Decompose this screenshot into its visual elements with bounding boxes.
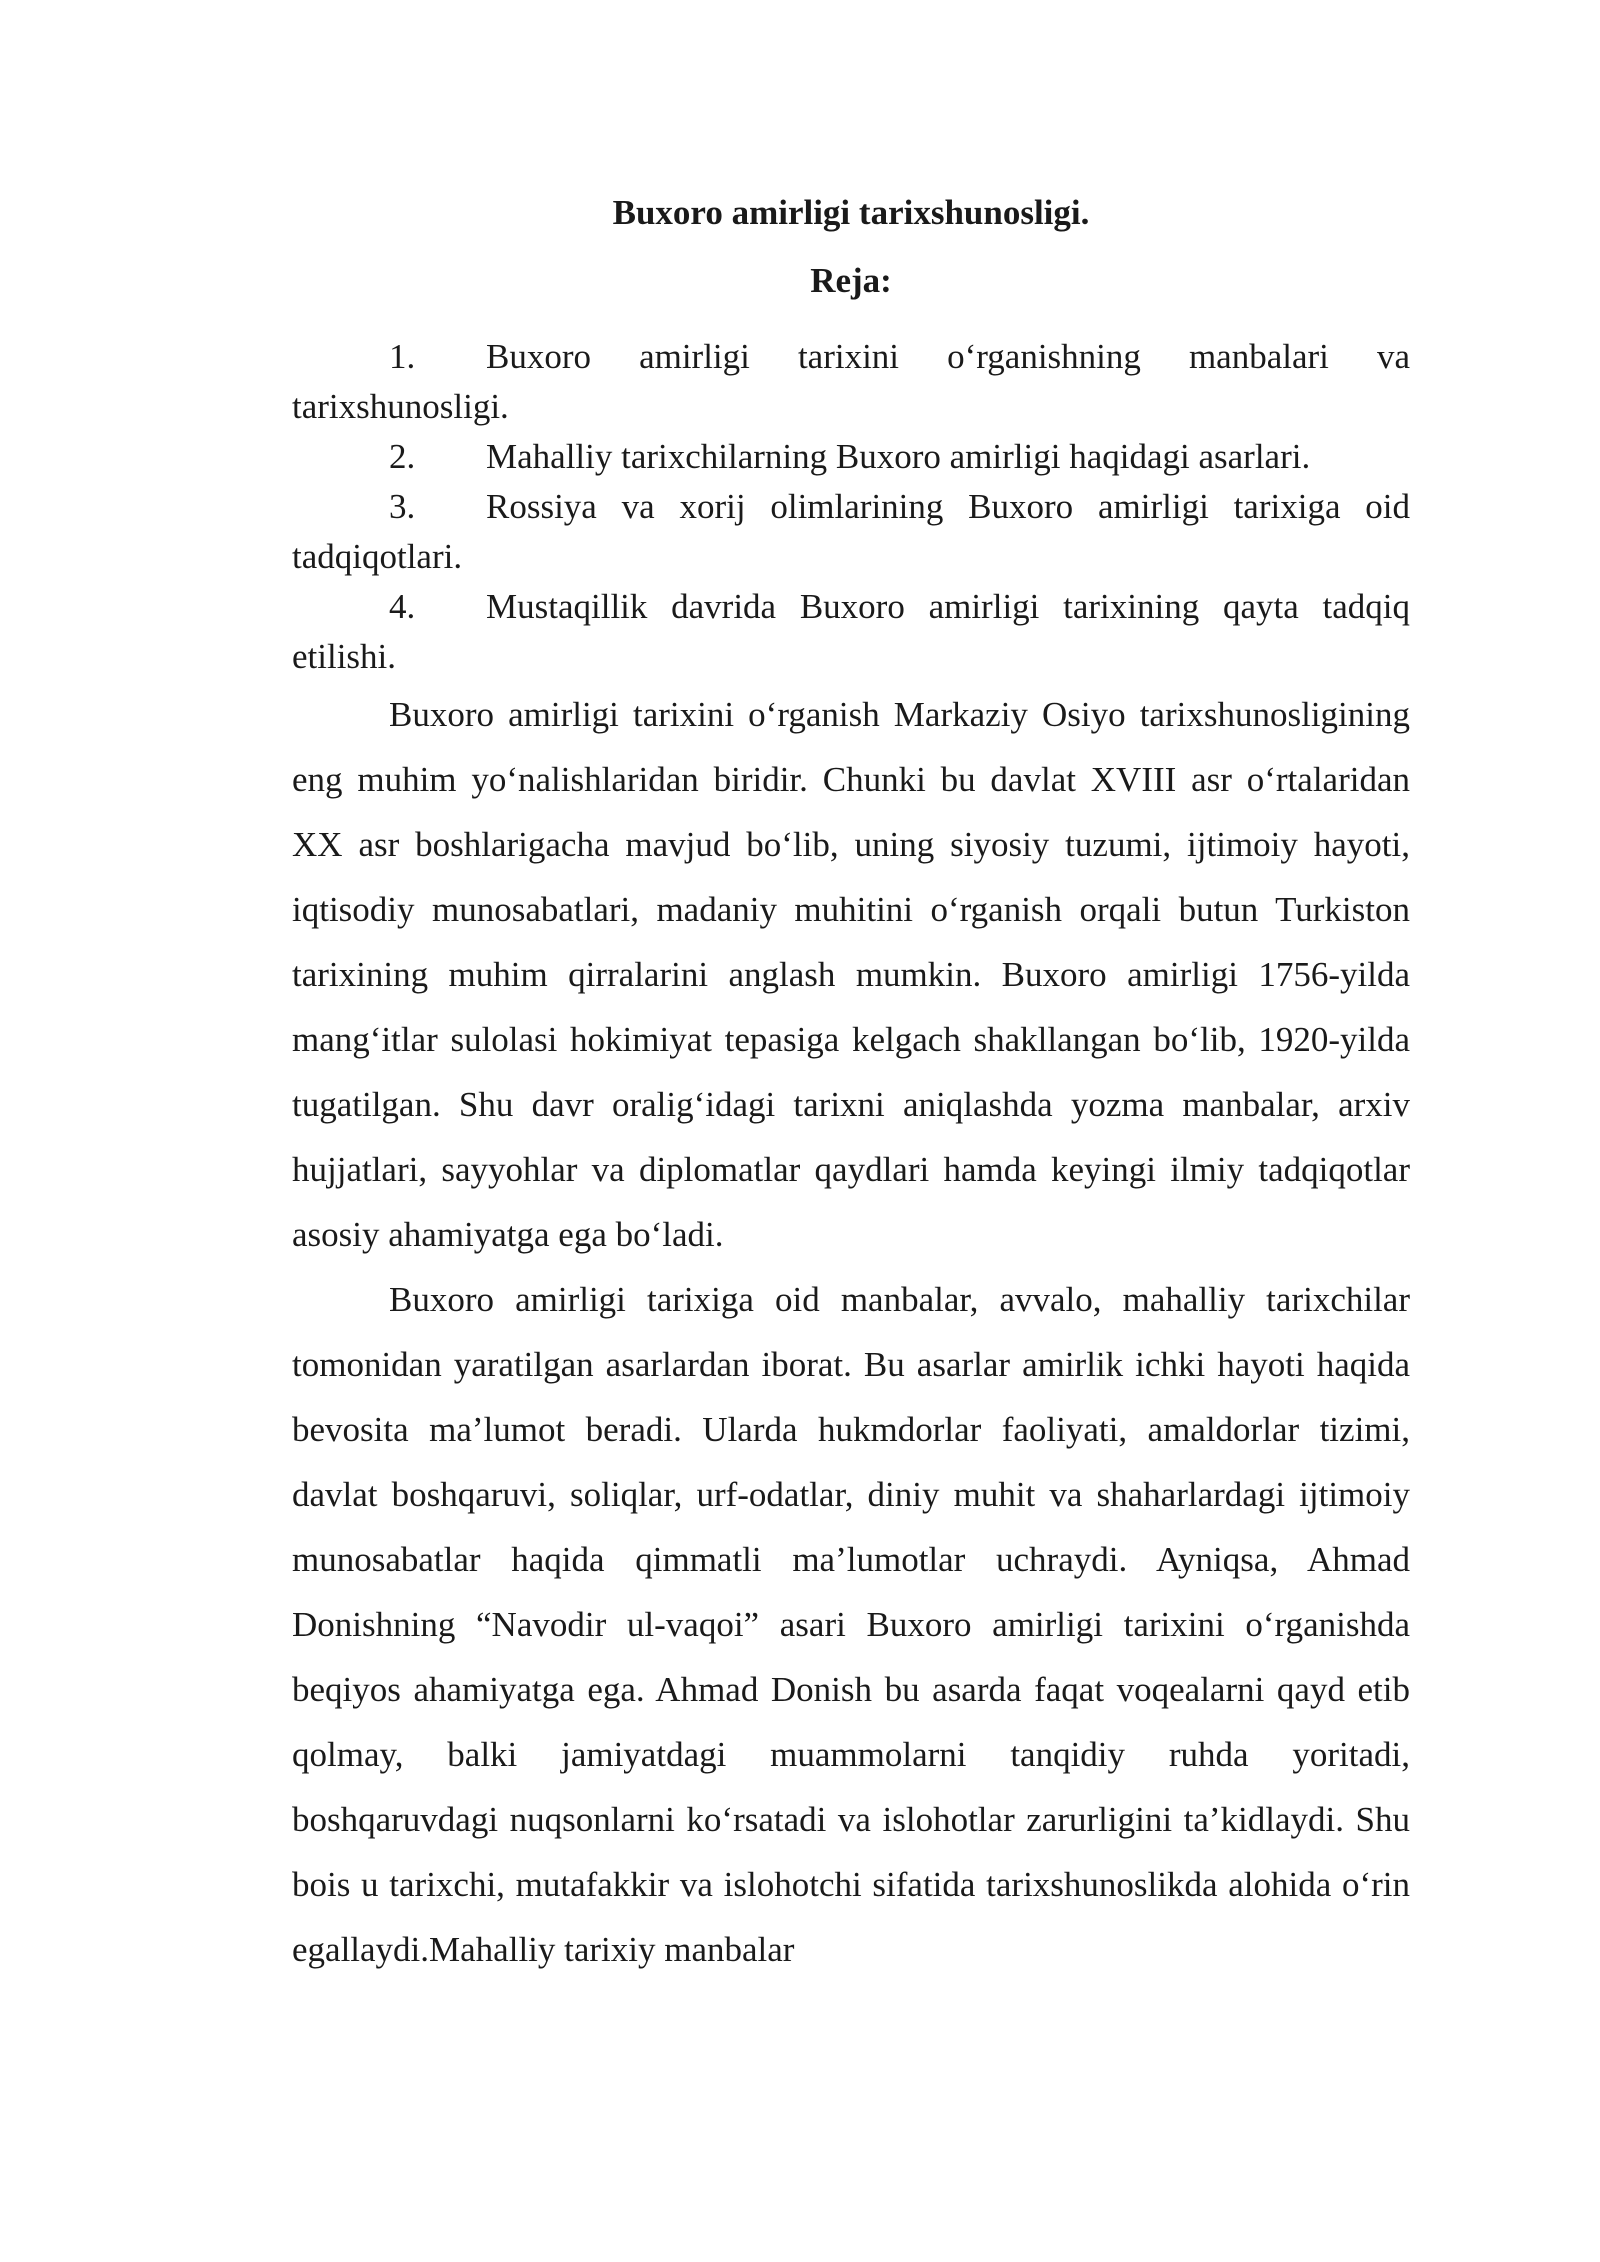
body-paragraph-2: Buxoro amirligi tarixiga oid manbalar, avvalo, mahalliy tarixchilar tomonidan yaratilgan asarlardan iborat. Bu asarlar amirlik ichki hayoti haqida bevosita ma’lumot beradi. Ularda hukmdorlar faoliyati, amaldorlar tizimi, davlat boshqaruvi, soliqlar, urf-odatlar, diniy muhit va shaharlardagi ijtimoiy munosabatlar haqida qimmatli ma’lumotlar uchraydi. Ayniqsa, Ahmad Donishning “Navodir ul-vaqoi” asari Buxoro amirligi tarixini o‘rganishda beqiyos ahamiyatga ega. Ahmad Donish bu asarda faqat voqealarni qayd etib qolmay, balki jamiyatdagi muammolarni tanqidiy ruhda yoritadi, boshqaruvdagi nuqsonlarni ko‘rsatadi va islohotlar zarurligini ta’kidlaydi. Shu bois u tarixchi, mutafakkir va islohotchi sifatida tarixshunoslikda alohida o‘rin egallaydi.Mahalliy tarixiy manbalar xyxy=(292,1280,1410,1969)
plan-item-number: 2. xyxy=(389,437,416,476)
plan-item-text: Buxoro amirligi tarixini o‘rganishning manbalari va tarixshunosligi. xyxy=(292,337,1410,426)
body-paragraph-1: Buxoro amirligi tarixini o‘rganish Markaziy Osiyo tarixshunosligining eng muhim yo‘nalishlaridan biridir. Chunki bu davlat XVIII asr o‘rtalaridan XX asr boshlarigacha mavjud bo‘lib, uning siyosiy tuzumi, ijtimoiy hayoti, iqtisodiy munosabatlari, madaniy muhitini o‘rganish orqali butun Turkiston tarixining muhim qirralarini anglash mumkin. Buxoro amirligi 1756-yilda mang‘itlar sulolasi hokimiyat tepasiga kelgach shakllangan bo‘lib, 1920-yilda tugatilgan. Shu davr oralig‘idagi tarixni aniqlashda yozma manbalar, arxiv hujjatlari, sayyohlar va diplomatlar qaydlari hamda keyingi ilmiy tadqiqotlar asosiy ahamiyatga ega bo‘ladi. xyxy=(292,695,1410,1254)
plan-item-text: Mustaqillik davrida Buxoro amirligi tarixining qayta tadqiq etilishi. xyxy=(292,587,1410,676)
plan-item-text: Rossiya va xorij olimlarining Buxoro amirligi tarixiga oid tadqiqotlari. xyxy=(292,487,1410,576)
plan-item-4 xyxy=(292,582,1410,682)
plan-item-number: 4. xyxy=(389,587,416,626)
plan-list xyxy=(292,332,1410,682)
document-title: Buxoro amirligi tarixshunosligi. xyxy=(612,193,1090,232)
plan-item-number: 1. xyxy=(389,337,416,376)
plan-item-number: 3. xyxy=(389,487,416,526)
plan-item-3 xyxy=(292,482,1410,582)
plan-item-1 xyxy=(292,332,1410,432)
plan-heading: Reja: xyxy=(810,261,892,300)
plan-item-2 xyxy=(292,432,1410,482)
plan-item-text: Mahalliy tarixchilarning Buxoro amirligi haqidagi asarlari. xyxy=(486,437,1311,476)
document-body xyxy=(292,188,1410,1982)
